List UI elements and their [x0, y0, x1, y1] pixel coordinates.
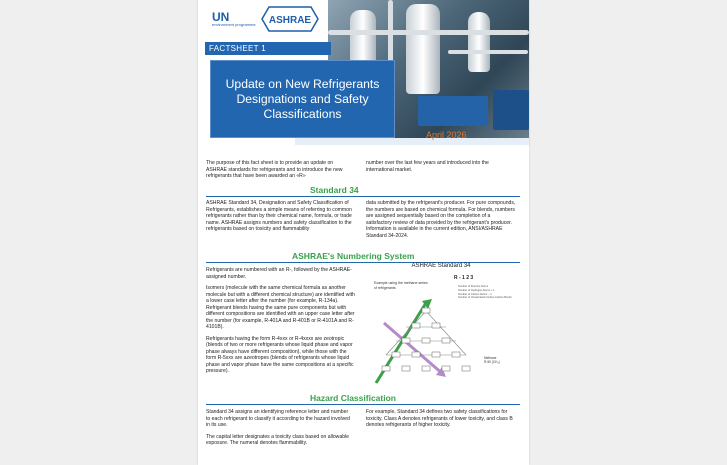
numbering-paragraph: Refrigerants are numbered with an R-, followed by the ASHRAE-assigned number. — [206, 267, 352, 280]
heading-standard-34: Standard 34 — [310, 185, 359, 195]
divider — [206, 196, 520, 197]
page-title: Update on New Refrigerants Designations and Safety Classifications — [210, 60, 395, 138]
methane-label — [484, 356, 500, 364]
hazard-paragraph: Standard 34 assigns an identifying reference letter and number to each refrigerant to classify it according to the hazard involved in its use. — [206, 409, 350, 428]
heading-numbering-system: ASHRAE's Numbering System — [292, 251, 415, 261]
heading-hazard-classification: Hazard Classification — [310, 393, 396, 403]
hazard-left — [206, 409, 352, 452]
standard34-left: ASHRAE Standard 34, Designation and Safety Classification of Refrigerants, establishes a simple means of referring to common refrigerants rather than by their chemical name, formula, or trade name. ASHRAE assigns numbers and safety classification to the refrigerants based on toxicity and flammability — [206, 200, 352, 232]
legend-item: Number of Carbon Atoms − 1 — [458, 292, 492, 296]
standard34-right: data submitted by the refrigerant's producer. For pure compounds, the numbers are based on chemical formula. For blends, numbers are assigned sequentially based on the completion of a satisfactory review of data provided by the refrigerant's producer. Information is available in the current edition, ANSI/ASHRAE Standard 34-2024. — [366, 200, 516, 239]
numbering-paragraph: Isomers (molecule with the same chemical formula as another molecule but with a different chemical structure) are identified with a lower case letter after the number (for example, R-134a). Refrigerant blends having the same pure components but with different compositions are identified with an upper case letter after the number (for example, R-401A and R-401B or R-4101A and R-4101B). — [206, 285, 355, 330]
methane-name: Methane — [484, 356, 497, 360]
legend-item: Number of Hydrogen Atoms + 1 — [458, 288, 495, 292]
factsheet-page — [198, 0, 529, 465]
diagram-title: ASHRAE Standard 34 — [411, 263, 471, 269]
intro-right: number over the last few years and introduced into the international market. — [366, 160, 489, 173]
legend-item: Number of Unsaturated Carbon-Carbon Bonds — [458, 296, 512, 300]
ashrae-logo-text: ASHRAE — [268, 15, 311, 26]
un-logo-subtext: environment programme — [212, 21, 256, 27]
logo-bar — [212, 6, 320, 32]
refrigerant-triangle-graphic — [366, 293, 486, 388]
hazard-paragraph: The capital letter designates a toxicity class based on allowable exposure. The numeral denotes flammability. — [206, 433, 349, 446]
numbering-text — [206, 267, 356, 380]
diagram-code: R - 1 2 3 — [454, 275, 474, 281]
un-environment-logo — [212, 9, 256, 27]
ashrae-logo — [260, 6, 320, 32]
legend-item: Number of Fluorine Atoms — [458, 285, 489, 288]
publication-date: April 2026 — [426, 130, 467, 140]
standard-34-diagram — [366, 263, 526, 388]
hazard-right: For example, Standard 34 defines two safety classifications for toxicity. Class A denotes refrigerants of lower toxicity, and class B denotes refrigerants of higher toxicity. — [366, 409, 513, 428]
intro-left: The purpose of this fact sheet is to provide an update on ASHRAE standards for refrigerants and to introduce the new refrigerants that have been awarded an «R» — [206, 160, 343, 179]
factsheet-label: FACTSHEET 1 — [205, 42, 331, 55]
methane-formula: R-50 (CH₄) — [484, 360, 500, 364]
date-bar — [295, 138, 529, 145]
numbering-paragraph: Refrigerants having the form R-4xxx or R-4xxxx are zeotropic (blends of two or more refrigerants whose liquid phase and vapor phase always have different composition), while those with the form R-5xxx are azeotropes (blends of refrigerants whose liquid phase and vapor phase have the same compositions at a specific pressure). — [206, 335, 354, 374]
un-logo-text: UN — [212, 9, 230, 24]
divider — [206, 404, 520, 405]
diagram-note: Example using the methane series of refrigerants — [374, 281, 428, 290]
